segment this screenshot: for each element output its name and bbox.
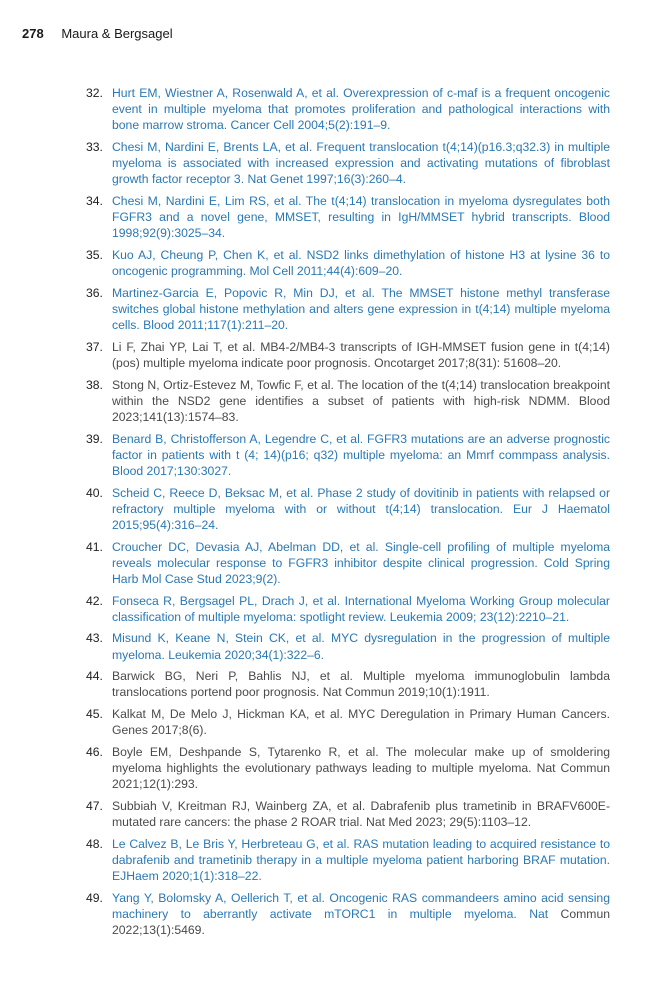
running-head: Maura & Bergsagel	[61, 26, 173, 41]
reference-text: Boyle EM, Deshpande S, Tytarenko R, et al. The molecular make up of smoldering myeloma highlights the evolutionary pathways leading to multiple myeloma. Nat Commun 2021;12(1):293.	[112, 744, 610, 792]
reference-number: 44.	[86, 669, 103, 684]
reference-item	[86, 285, 610, 334]
reference-number: 43.	[86, 631, 103, 646]
reference-link[interactable]: Croucher DC, Devasia AJ, Abelman DD, et al. Single-cell profiling of multiple myeloma reveals molecular response to FGFR3 inhibitor despite clinical progression. Cold Spring Harb Mol Case Stud 2023;9(2).	[112, 539, 610, 586]
reference-item	[86, 744, 610, 793]
reference-item	[86, 85, 610, 134]
reference-link[interactable]: Scheid C, Reece D, Beksac M, et al. Phase 2 study of dovitinib in patients with relapsed or refractory multiple myeloma with or without t(4;14) translocation. Eur J Haematol 2015;95(4):316–24.	[112, 485, 610, 532]
reference-item	[86, 339, 610, 371]
reference-item	[86, 836, 610, 885]
reference-link[interactable]: Chesi M, Nardini E, Lim RS, et al. The t(4;14) translocation in myeloma dysregulates both FGFR3 and a novel gene, MMSET, resulting in IgH/MMSET hybrid transcripts. Blood 1998;92(9):3025–34.	[112, 194, 610, 241]
reference-number: 46.	[86, 744, 103, 759]
reference-text: Kalkat M, De Melo J, Hickman KA, et al. MYC Deregulation in Primary Human Cancers. Genes 2017;8(6).	[112, 706, 610, 738]
reference-number: 40.	[86, 485, 103, 500]
reference-number: 35.	[86, 248, 103, 262]
reference-number: 36.	[86, 285, 103, 300]
reference-item	[86, 798, 610, 830]
reference-number: 41.	[86, 539, 103, 554]
reference-number: 38.	[86, 377, 103, 392]
reference-link[interactable]: Yang Y, Bolomsky A, Oellerich T, et al. Oncogenic RAS commandeers amino acid sensing machinery to aberrantly activate mTORC1 in multiple myeloma. Nat	[112, 890, 610, 921]
reference-number: 39.	[86, 431, 103, 446]
reference-link[interactable]: Misund K, Keane N, Stein CK, et al. MYC dysregulation in the progression of multiple myeloma. Leukemia 2020;34(1):322–6.	[112, 631, 610, 662]
reference-link[interactable]: Martinez-Garcia E, Popovic R, Min DJ, et al. The MMSET histone methyl transferase switches global histone methylation and alters gene expression in t(4;14) multiple myeloma cells. Blood 2011;117(1):211–20.	[112, 285, 610, 333]
reference-item	[86, 247, 610, 279]
reference-item	[86, 539, 610, 588]
reference-text: Commun 2022;13(1):5469.	[112, 906, 610, 937]
reference-number: 37.	[86, 339, 103, 354]
reference-number: 34.	[86, 194, 103, 208]
reference-item	[86, 668, 610, 700]
reference-item	[86, 593, 610, 625]
reference-item	[86, 193, 610, 242]
reference-item	[86, 630, 610, 662]
reference-link[interactable]: Fonseca R, Bergsagel PL, Drach J, et al. International Myeloma Working Group molecular classification of multiple myeloma: spotlight review. Leukemia 2009; 23(12):2210–21.	[112, 593, 610, 624]
reference-text: Barwick BG, Neri P, Bahlis NJ, et al. Multiple myeloma immunoglobulin lambda translocations portend poor prognosis. Nat Commun 2019;10(1):1911.	[112, 669, 610, 700]
reference-number: 33.	[86, 140, 103, 154]
reference-text: Li F, Zhai YP, Lai T, et al. MB4-2/MB4-3 transcripts of IGH-MMSET fusion gene in t(4;14)(pos) multiple myeloma indicate poor prognosis. Oncotarget 2017;8(31): 51608–20.	[112, 339, 610, 370]
page-header	[22, 26, 173, 41]
reference-item	[86, 431, 610, 480]
reference-text: Subbiah V, Kreitman RJ, Wainberg ZA, et al. Dabrafenib plus trametinib in BRAFV600E-mutated rare cancers: the phase 2 ROAR trial. Nat Med 2023; 29(5):1103–12.	[112, 798, 610, 829]
page-number: 278	[22, 26, 44, 41]
reference-number: 48.	[86, 836, 103, 851]
reference-item	[86, 706, 610, 738]
reference-number: 49.	[86, 890, 103, 905]
reference-link[interactable]: Le Calvez B, Le Bris Y, Herbreteau G, et al. RAS mutation leading to acquired resistance to dabrafenib and trametinib therapy in a multiple myeloma patient harboring BRAF mutation. EJHaem 2020;1(1):318–22.	[112, 836, 610, 883]
reference-link[interactable]: Chesi M, Nardini E, Brents LA, et al. Frequent translocation t(4;14)(p16.3;q32.3) in multiple myeloma is associated with increased expression and activating mutations of fibroblast growth factor receptor 3. Nat Genet 1997;16(3):260–4.	[112, 140, 610, 187]
reference-item	[86, 377, 610, 426]
reference-item	[86, 139, 610, 188]
reference-number: 32.	[86, 86, 103, 100]
reference-number: 45.	[86, 706, 103, 721]
reference-text: Stong N, Ortiz-Estevez M, Towfic F, et al. The location of the t(4;14) translocation breakpoint within the NSD2 gene identifies a subset of patients with high-risk NDMM. Blood 2023;141(13):1574–83.	[112, 377, 610, 424]
reference-link[interactable]: Hurt EM, Wiestner A, Rosenwald A, et al. Overexpression of c-maf is a frequent oncogenic event in multiple myeloma that promotes proliferation and pathological interactions with bone marrow stroma. Cancer Cell 2004;5(2):191–9.	[112, 86, 610, 133]
reference-number: 47.	[86, 798, 103, 813]
reference-link[interactable]: Benard B, Christofferson A, Legendre C, et al. FGFR3 mutations are an adverse prognostic factor in patients with t (4; 14)(p16; q32) multiple myeloma: an Mmrf commpass analysis. Blood 2017;130:3027.	[112, 431, 610, 478]
reference-item	[86, 890, 610, 939]
reference-item	[86, 485, 610, 534]
reference-number: 42.	[86, 593, 103, 608]
reference-link[interactable]: Kuo AJ, Cheung P, Chen K, et al. NSD2 links dimethylation of histone H3 at lysine 36 to oncogenic programming. Mol Cell 2011;44(4):609–20.	[112, 248, 610, 279]
reference-list	[86, 85, 610, 944]
